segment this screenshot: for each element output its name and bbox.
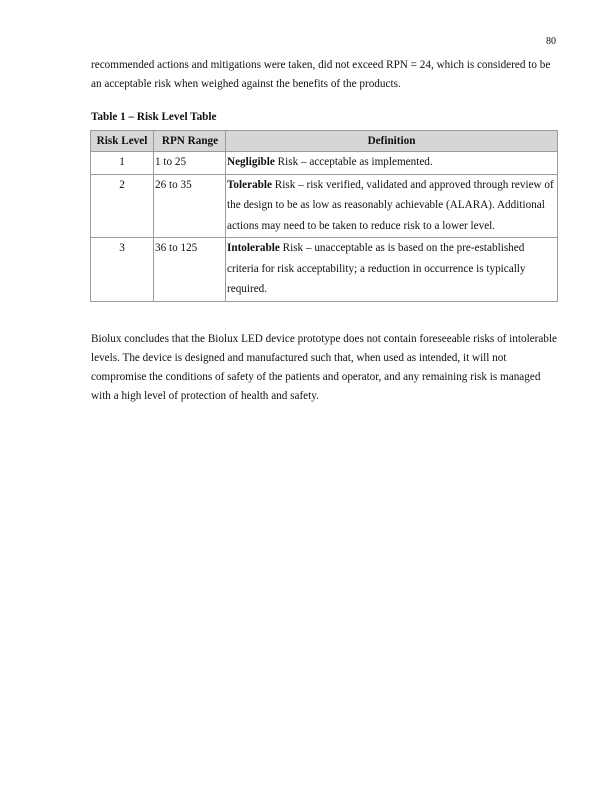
header-definition: Definition xyxy=(226,131,558,152)
definition-text: Risk – risk verified, validated and approved through review of the design to be as low as reasonably achievable (ALARA). Additional actions may need to be taken to reduce risk to a lower level. xyxy=(227,178,554,232)
header-risk-level: Risk Level xyxy=(91,131,154,152)
conclusion-paragraph: Biolux concludes that the Biolux LED device prototype does not contain foreseeable risks of intolerable levels. The device is designed and manufactured such that, when used as intended, it will not compromise the conditions of safety of the patients and operator, and any remaining risk is managed with a high level of protection of health and safety. xyxy=(91,333,558,402)
rpn-range-cell: 36 to 125 xyxy=(154,238,226,302)
table-header-row xyxy=(91,131,558,152)
definition-term: Intolerable xyxy=(227,242,280,254)
definition-cell xyxy=(226,238,558,302)
risk-level-table xyxy=(90,130,558,302)
rpn-range-cell: 26 to 35 xyxy=(154,174,226,238)
table-caption: Table 1 – Risk Level Table xyxy=(91,111,217,123)
table-row xyxy=(91,238,558,302)
table-row xyxy=(91,152,558,175)
definition-text: Risk – acceptable as implemented. xyxy=(274,156,433,168)
definition-text: Risk – unacceptable as is based on the pre-established criteria for risk acceptability; a reduction in occurrence is typically required. xyxy=(227,242,526,295)
rpn-range-cell: 1 to 25 xyxy=(154,152,226,175)
risk-level-cell: 1 xyxy=(91,152,154,175)
page-number: 80 xyxy=(546,36,556,47)
header-rpn-range: RPN Range xyxy=(154,131,226,152)
risk-level-cell: 3 xyxy=(91,238,154,302)
definition-term: Negligible xyxy=(227,156,275,168)
definition-term: Tolerable xyxy=(227,178,272,191)
intro-paragraph: recommended actions and mitigations were taken, did not exceed RPN = 24, which is considered to be an acceptable risk when weighed against the benefits of the products. xyxy=(91,59,551,90)
definition-cell xyxy=(226,174,558,238)
definition-cell xyxy=(226,152,558,175)
table-row xyxy=(91,174,558,238)
risk-level-cell: 2 xyxy=(91,174,154,238)
